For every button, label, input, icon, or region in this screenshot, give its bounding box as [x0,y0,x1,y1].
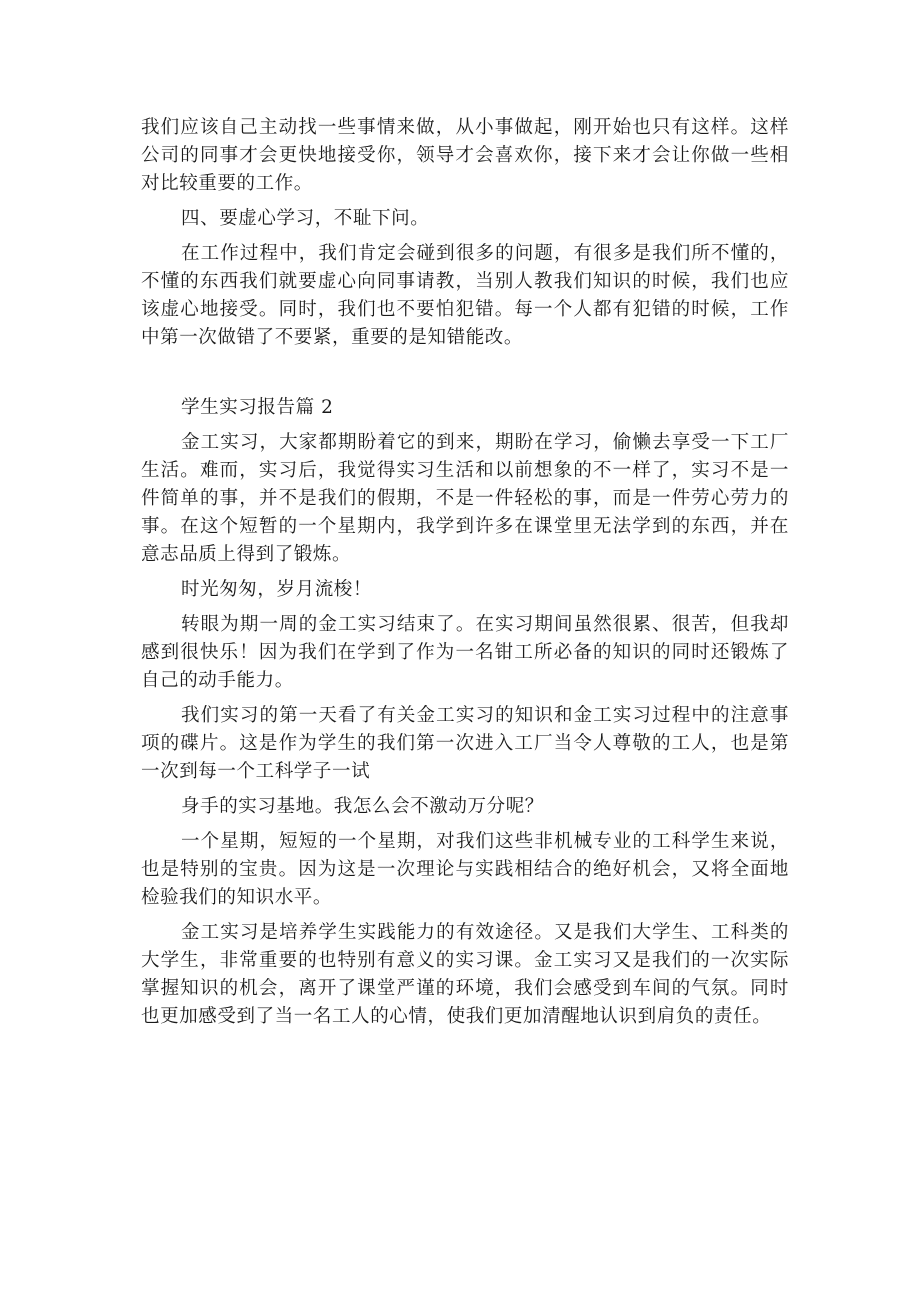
heading-point-four: 四、要虚心学习，不耻下问。 [181,208,430,229]
paragraph: 金工实习，大家都期盼着它的到来，期盼在学习，偷懒去享受一下工厂生活。难而，实习后，我觉得实习生活和以前想象的不一样了，实习不是一件简单的事，并不是我们的假期，不是一件轻松的事，而是一件劳心劳力的事。在这个短暂的一个星期内，我学到许多在课堂里无法学到的东西，并在意志品质上得到了锻炼。 [141,432,789,565]
paragraph: 一个星期，短短的一个星期，对我们这些非机械专业的工科学生来说，也是特别的宝贵。因为这是一次理论与实践相结合的绝好机会，又将全面地检验我们的知识水平。 [141,831,789,908]
paragraph: 金工实习是培养学生实践能力的有效途径。又是我们大学生、工科类的大学生，非常重要的也特别有意义的实习课。金工实习又是我们的一次实际掌握知识的机会，离开了课堂严谨的环境，我们会感受到车间的气氛。同时也更加感受到了当一名工人的心情，使我们更加清醒地认识到肩负的责任。 [141,922,789,1027]
paragraph-continued: 我们应该自己主动找一些事情来做，从小事做起，刚开始也只有这样。这样公司的同事才会更快地接受你，领导才会喜欢你，接下来才会让你做一些相对比较重要的工作。 [141,117,789,194]
section-title: 学生实习报告篇 2 [181,397,334,418]
paragraph: 转眼为期一周的金工实习结束了。在实习期间虽然很累、很苦，但我却感到很快乐！因为我们在学到了作为一名钳工所必备的知识的同时还锻炼了自己的动手能力。 [141,614,789,691]
paragraph: 在工作过程中，我们肯定会碰到很多的问题，有很多是我们所不懂的，不懂的东西我们就要虚心向同事请教，当别人教我们知识的时候，我们也应该虚心地接受。同时，我们也不要怕犯错。每一个人都有犯错的时候，工作中第一次做错了不要紧，重要的是知错能改。 [141,243,789,348]
paragraph: 时光匆匆，岁月流梭！ [181,579,373,600]
paragraph: 身手的实习基地。我怎么会不激动万分呢？ [181,796,544,817]
document-body [141,114,789,1038]
paragraph: 我们实习的第一天看了有关金工实习的知识和金工实习过程中的注意事项的碟片。这是作为学生的我们第一次进入工厂当令人尊敬的工人，也是第一次到每一个工科学子一试 [141,705,789,782]
